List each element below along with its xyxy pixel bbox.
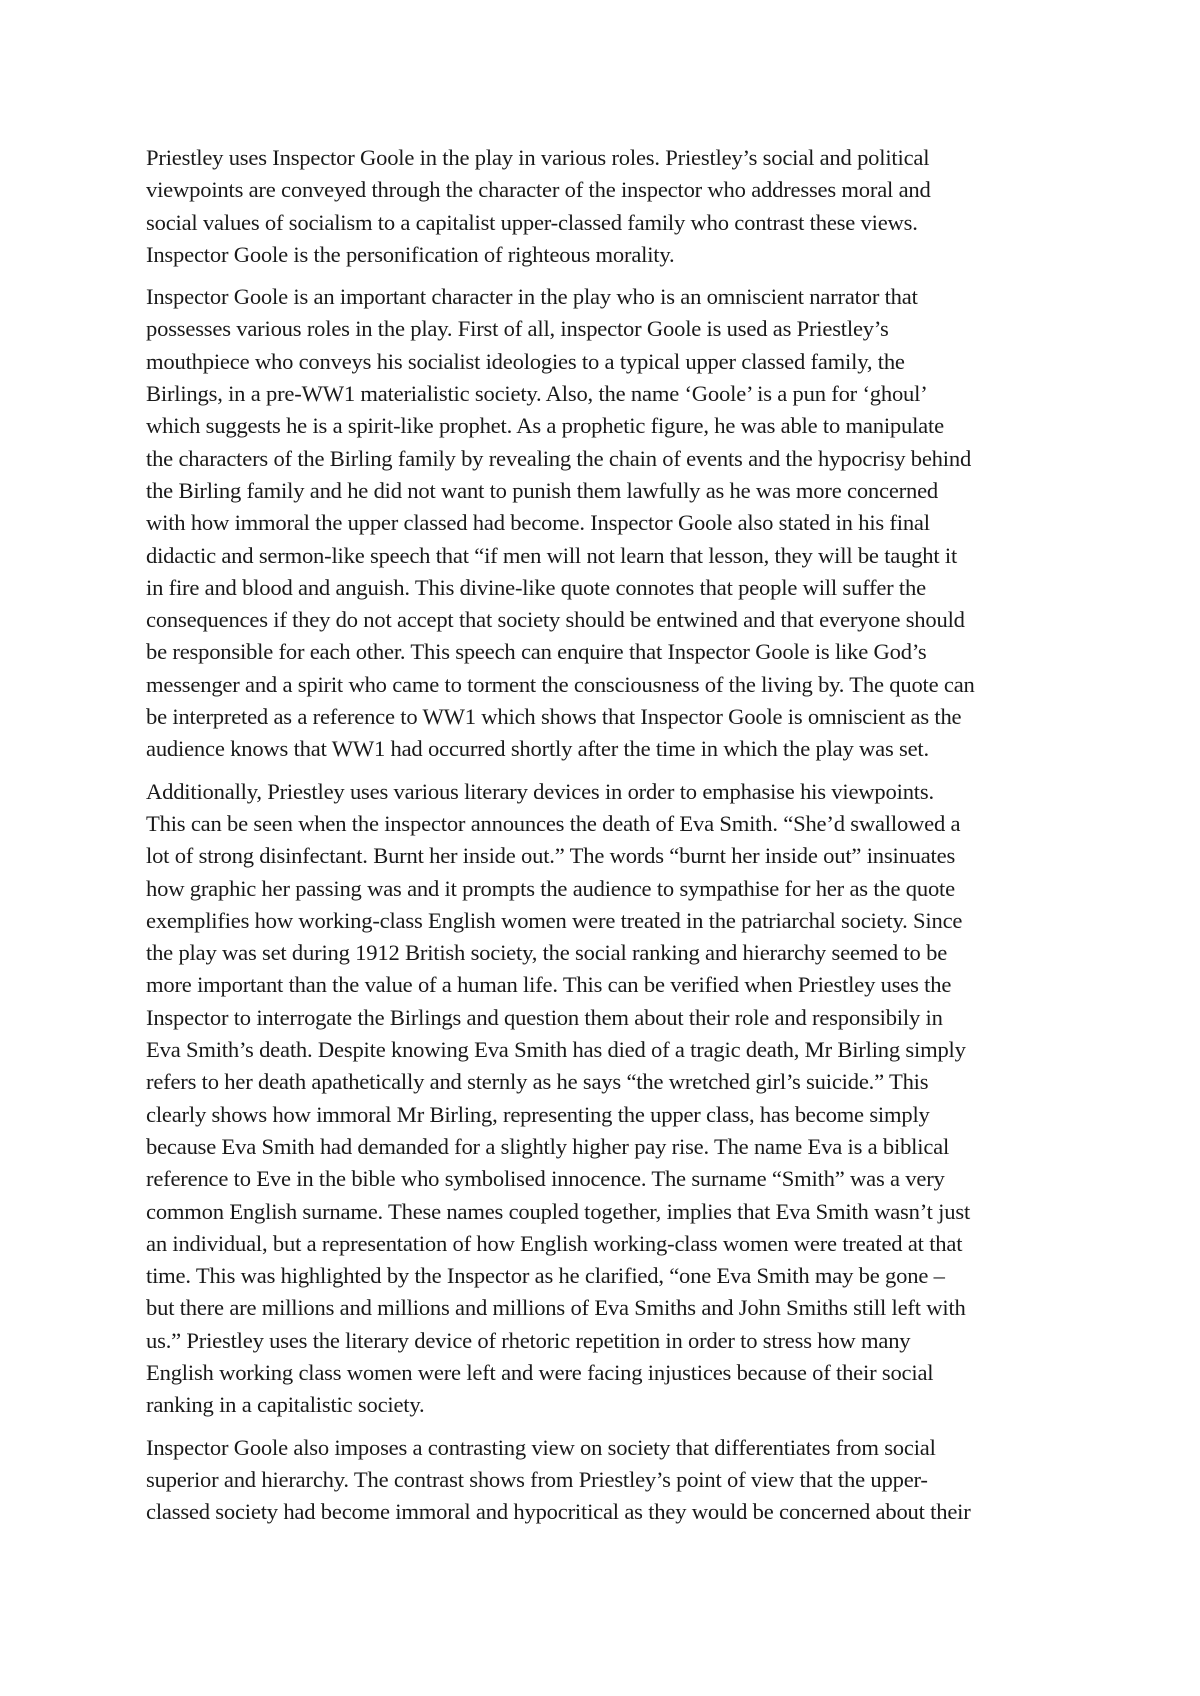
text-line: be responsible for each other. This speech can enquire that Inspector Goole is like God’s (146, 639, 927, 665)
text-line: refers to her death apathetically and sternly as he says “the wretched girl’s suicide.” This (146, 1069, 929, 1095)
text-line: exemplifies how working-class English women were treated in the patriarchal society. Since (146, 907, 963, 933)
text-line: with how immoral the upper classed had become. Inspector Goole also stated in his final (146, 510, 930, 536)
text-line: Inspector to interrogate the Birlings and question them about their role and responsibily in (146, 1004, 943, 1030)
text-line: Additionally, Priestley uses various literary devices in order to emphasise his viewpoints. (146, 778, 934, 804)
text-line: ranking in a capitalistic society. (146, 1392, 425, 1418)
text-line: didactic and sermon-like speech that “if men will not learn that lesson, they will be taught it (146, 542, 958, 568)
text-line: but there are millions and millions and millions of Eva Smiths and John Smiths still left with (146, 1295, 966, 1321)
text-line: Inspector Goole is an important character in the play who is an omniscient narrator that (146, 284, 918, 310)
text-line: consequences if they do not accept that society should be entwined and that everyone should (146, 607, 965, 633)
text-line: the characters of the Birling family by revealing the chain of events and the hypocrisy behind (146, 445, 972, 471)
text-line: messenger and a spirit who came to torment the consciousness of the living by. The quote can (146, 671, 975, 697)
text-line: time. This was highlighted by the Inspector as he clarified, “one Eva Smith may be gone – (146, 1263, 945, 1289)
text-line: be interpreted as a reference to WW1 which shows that Inspector Goole is omniscient as the (146, 704, 962, 730)
paragraph-4 (146, 1432, 1071, 1529)
text-line: in fire and blood and anguish. This divine-like quote connotes that people will suffer the (146, 574, 926, 600)
text-line: Birlings, in a pre-WW1 materialistic society. Also, the name ‘Goole’ is a pun for ‘ghoul’ (146, 381, 928, 407)
text-line: because Eva Smith had demanded for a slightly higher pay rise. The name Eva is a biblical (146, 1133, 950, 1159)
text-line: reference to Eve in the bible who symbolised innocence. The surname “Smith” was a very (146, 1166, 945, 1192)
text-line: Inspector Goole is the personification of righteous morality. (146, 241, 675, 267)
paragraph-2 (146, 281, 1071, 765)
text-line: lot of strong disinfectant. Burnt her inside out.” The words “burnt her inside out” insinuates (146, 843, 956, 869)
text-line: how graphic her passing was and it prompts the audience to sympathise for her as the quote (146, 875, 955, 901)
text-line: the Birling family and he did not want to punish them lawfully as he was more concerned (146, 477, 939, 503)
text-line: classed society had become immoral and hypocritical as they would be concerned about their (146, 1499, 971, 1525)
essay-body (146, 142, 1071, 1538)
text-line: English working class women were left and were facing injustices because of their social (146, 1359, 934, 1385)
text-line: Priestley uses Inspector Goole in the play in various roles. Priestley’s social and political (146, 145, 930, 170)
text-line: Eva Smith’s death. Despite knowing Eva Smith has died of a tragic death, Mr Birling simply (146, 1037, 966, 1063)
paragraph-1 (146, 142, 1071, 271)
paragraph-3 (146, 776, 1071, 1422)
text-line: social values of socialism to a capitalist upper-classed family who contrast these views. (146, 209, 918, 235)
text-line: us.” Priestley uses the literary device of rhetoric repetition in order to stress how many (146, 1327, 911, 1353)
text-line: clearly shows how immoral Mr Birling, representing the upper class, has become simply (146, 1101, 930, 1127)
text-line: an individual, but a representation of how English working-class women were treated at that (146, 1230, 963, 1256)
text-line: mouthpiece who conveys his socialist ideologies to a typical upper classed family, the (146, 348, 905, 374)
text-line: the play was set during 1912 British society, the social ranking and hierarchy seemed to be (146, 940, 948, 966)
text-line: superior and hierarchy. The contrast shows from Priestley’s point of view that the upper- (146, 1466, 928, 1492)
text-line: Inspector Goole also imposes a contrasting view on society that differentiates from social (146, 1434, 936, 1460)
text-line: audience knows that WW1 had occurred shortly after the time in which the play was set. (146, 736, 929, 762)
text-line: possesses various roles in the play. First of all, inspector Goole is used as Priestley’s (146, 316, 889, 342)
text-line: more important than the value of a human life. This can be verified when Priestley uses the (146, 972, 952, 998)
text-line: viewpoints are conveyed through the character of the inspector who addresses moral and (146, 177, 931, 203)
text-line: common English surname. These names coupled together, implies that Eva Smith wasn’t just (146, 1198, 971, 1224)
text-line: This can be seen when the inspector announces the death of Eva Smith. “She’d swallowed a (146, 810, 961, 836)
text-line: which suggests he is a spirit-like prophet. As a prophetic figure, he was able to manipulate (146, 413, 944, 439)
